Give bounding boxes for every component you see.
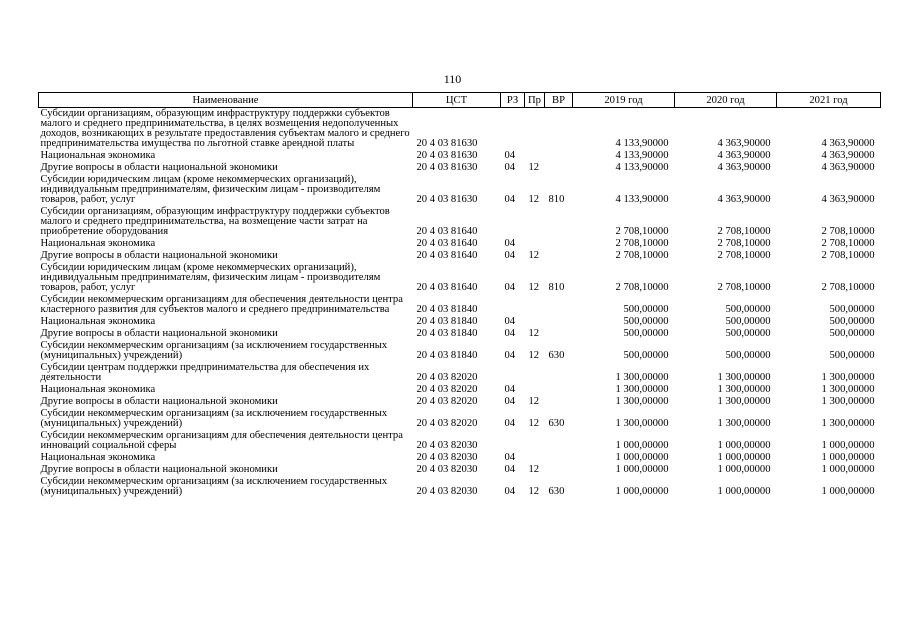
cell-vr: 630: [548, 486, 565, 497]
cell-2020: 500,00000: [725, 350, 771, 361]
cell-vr: [545, 452, 573, 464]
cell-rz: 04: [504, 194, 516, 205]
table-row: [39, 108, 881, 151]
table-row: [39, 328, 881, 340]
cell-2021: 500,00000: [829, 350, 875, 361]
table-row: [39, 340, 881, 362]
cell-2021: 4 363,90000: [821, 150, 875, 161]
table-row: [39, 362, 881, 384]
table-row: [39, 384, 881, 396]
cell-2020: 2 708,10000: [717, 250, 771, 261]
table-row: [39, 206, 881, 238]
cell-cst: 20 4 03 81640: [416, 226, 478, 237]
cell-cst: 20 4 03 81840: [416, 350, 478, 361]
table-row: [39, 408, 881, 430]
cell-cst: 20 4 03 82030: [416, 464, 478, 475]
cell-rz: [501, 206, 525, 238]
cell-name: Национальная экономика: [40, 238, 156, 249]
cell-2019: 1 300,00000: [615, 372, 669, 383]
cell-2019: 2 708,10000: [615, 238, 669, 249]
cell-cst: 20 4 03 82020: [416, 384, 478, 395]
cell-2021: 1 300,00000: [821, 396, 875, 407]
cell-name: Субсидии организациям, образующим инфраструктуру поддержки субъектов малого и среднего предпринимательства, на возмещение части затрат на приобретение оборудования: [40, 206, 390, 237]
cell-rz: 04: [504, 316, 516, 327]
table-row: [39, 294, 881, 316]
cell-vr: [545, 384, 573, 396]
cell-name: Другие вопросы в области национальной экономики: [40, 464, 278, 475]
cell-vr: 810: [548, 282, 565, 293]
cell-2021: 4 363,90000: [821, 194, 875, 205]
budget-table: [38, 92, 881, 498]
cell-2020: 500,00000: [725, 316, 771, 327]
cell-rz: 04: [504, 486, 516, 497]
cell-rz: 04: [504, 162, 516, 173]
table-row: [39, 162, 881, 174]
table-row: [39, 262, 881, 294]
cell-pr: [525, 316, 545, 328]
cell-name: Другие вопросы в области национальной экономики: [40, 162, 278, 173]
cell-2021: 1 000,00000: [821, 464, 875, 475]
table-row: [39, 452, 881, 464]
cell-name: Субсидии некоммерческим организациям (за исключением государственных (муниципальных) учреждений): [40, 340, 388, 361]
cell-2019: 2 708,10000: [615, 226, 669, 237]
cell-2020: 4 363,90000: [717, 162, 771, 173]
table-body: [39, 108, 881, 499]
cell-pr: [525, 294, 545, 316]
cell-name: Национальная экономика: [40, 150, 156, 161]
cell-vr: [545, 238, 573, 250]
cell-cst: 20 4 03 81630: [416, 162, 478, 173]
cell-vr: [545, 430, 573, 452]
cell-pr: [525, 430, 545, 452]
cell-2019: 1 000,00000: [615, 440, 669, 451]
cell-2019: 500,00000: [623, 304, 669, 315]
cell-2021: 4 363,90000: [821, 162, 875, 173]
cell-2020: 1 300,00000: [717, 396, 771, 407]
cell-2021: 2 708,10000: [821, 226, 875, 237]
table-row: [39, 174, 881, 206]
cell-2021: 1 000,00000: [821, 440, 875, 451]
cell-2020: 1 300,00000: [717, 372, 771, 383]
cell-2020: 2 708,10000: [717, 226, 771, 237]
cell-2020: 500,00000: [725, 304, 771, 315]
cell-rz: 04: [504, 464, 516, 475]
cell-rz: 04: [504, 150, 516, 161]
cell-pr: 12: [528, 162, 540, 173]
cell-vr: 810: [548, 194, 565, 205]
cell-rz: [501, 294, 525, 316]
cell-rz: 04: [504, 282, 516, 293]
cell-cst: 20 4 03 81630: [416, 138, 478, 149]
cell-vr: [545, 396, 573, 408]
cell-rz: 04: [504, 250, 516, 261]
cell-pr: [525, 362, 545, 384]
cell-name: Национальная экономика: [40, 316, 156, 327]
cell-cst: 20 4 03 81840: [416, 328, 478, 339]
cell-cst: 20 4 03 81630: [416, 150, 478, 161]
cell-pr: 12: [528, 250, 540, 261]
cell-2019: 500,00000: [623, 316, 669, 327]
cell-2019: 4 133,90000: [615, 162, 669, 173]
cell-2020: 1 000,00000: [717, 464, 771, 475]
cell-2021: 1 300,00000: [821, 384, 875, 395]
cell-2019: 1 300,00000: [615, 418, 669, 429]
cell-2021: 1 000,00000: [821, 486, 875, 497]
cell-pr: [525, 108, 545, 151]
cell-name: Субсидии некоммерческим организациям для обеспечения деятельности центра инноваций социальной сферы: [40, 430, 403, 451]
cell-2021: 1 300,00000: [821, 418, 875, 429]
cell-cst: 20 4 03 82030: [416, 452, 478, 463]
cell-vr: [545, 162, 573, 174]
table-header-row: [39, 93, 881, 108]
cell-2021: 2 708,10000: [821, 282, 875, 293]
cell-2020: 1 300,00000: [717, 418, 771, 429]
column-header-rz: РЗ: [501, 93, 525, 108]
cell-2021: 4 363,90000: [821, 138, 875, 149]
cell-vr: [545, 250, 573, 262]
cell-name: Другие вопросы в области национальной экономики: [40, 396, 278, 407]
cell-2021: 500,00000: [829, 328, 875, 339]
cell-rz: [501, 108, 525, 151]
cell-2019: 1 000,00000: [615, 464, 669, 475]
cell-2021: 2 708,10000: [821, 250, 875, 261]
cell-pr: 12: [528, 282, 540, 293]
cell-2021: 1 300,00000: [821, 372, 875, 383]
cell-2021: 500,00000: [829, 316, 875, 327]
cell-2019: 2 708,10000: [615, 282, 669, 293]
cell-rz: [501, 430, 525, 452]
column-header-cst: ЦСТ: [413, 93, 501, 108]
cell-2019: 4 133,90000: [615, 150, 669, 161]
cell-cst: 20 4 03 81640: [416, 250, 478, 261]
cell-cst: 20 4 03 82030: [416, 440, 478, 451]
column-header-vr: ВР: [545, 93, 573, 108]
cell-2020: 4 363,90000: [717, 138, 771, 149]
cell-rz: 04: [504, 396, 516, 407]
cell-vr: [545, 328, 573, 340]
cell-name: Другие вопросы в области национальной экономики: [40, 250, 278, 261]
cell-pr: 12: [528, 464, 540, 475]
column-header-2021: 2021 год: [777, 93, 881, 108]
cell-2019: 1 000,00000: [615, 486, 669, 497]
cell-2019: 500,00000: [623, 350, 669, 361]
table-row: [39, 476, 881, 498]
cell-name: Субсидии юридическим лицам (кроме некоммерческих организаций), индивидуальным предпринимателям, физическим лицам - производителям товаров, работ, услуг: [40, 174, 381, 205]
cell-2019: 1 000,00000: [615, 452, 669, 463]
cell-2019: 4 133,90000: [615, 194, 669, 205]
cell-vr: [545, 150, 573, 162]
table-row: [39, 250, 881, 262]
cell-vr: [545, 316, 573, 328]
table-row: [39, 464, 881, 476]
cell-cst: 20 4 03 82020: [416, 418, 478, 429]
cell-name: Субсидии некоммерческим организациям (за исключением государственных (муниципальных) учреждений): [40, 408, 388, 429]
cell-2019: 1 300,00000: [615, 384, 669, 395]
cell-2020: 500,00000: [725, 328, 771, 339]
cell-rz: 04: [504, 452, 516, 463]
page-number: 110: [443, 72, 462, 86]
cell-cst: 20 4 03 82030: [416, 486, 478, 497]
cell-pr: 12: [528, 396, 540, 407]
cell-vr: [545, 108, 573, 151]
cell-cst: 20 4 03 82020: [416, 372, 478, 383]
cell-pr: 12: [528, 350, 540, 361]
cell-pr: [525, 384, 545, 396]
column-header-2020: 2020 год: [675, 93, 777, 108]
cell-vr: [545, 362, 573, 384]
cell-2019: 500,00000: [623, 328, 669, 339]
cell-2019: 2 708,10000: [615, 250, 669, 261]
cell-pr: 12: [528, 486, 540, 497]
cell-pr: 12: [528, 328, 540, 339]
cell-name: Субсидии некоммерческим организациям (за исключением государственных (муниципальных) учреждений): [40, 476, 388, 497]
cell-pr: [525, 150, 545, 162]
table-row: [39, 430, 881, 452]
cell-2019: 4 133,90000: [615, 138, 669, 149]
cell-cst: 20 4 03 81840: [416, 316, 478, 327]
cell-2020: 1 000,00000: [717, 486, 771, 497]
cell-vr: 630: [548, 350, 565, 361]
cell-2021: 500,00000: [829, 304, 875, 315]
cell-pr: 12: [528, 418, 540, 429]
cell-cst: 20 4 03 81630: [416, 194, 478, 205]
cell-2020: 1 000,00000: [717, 452, 771, 463]
cell-pr: 12: [528, 194, 540, 205]
cell-rz: 04: [504, 418, 516, 429]
cell-rz: 04: [504, 328, 516, 339]
cell-2020: 4 363,90000: [717, 194, 771, 205]
cell-name: Национальная экономика: [40, 452, 156, 463]
cell-2019: 1 300,00000: [615, 396, 669, 407]
cell-name: Субсидии некоммерческим организациям для обеспечения деятельности центра кластерного развития для субъектов малого и среднего предпринимательства: [40, 294, 403, 315]
cell-vr: [545, 206, 573, 238]
cell-2020: 4 363,90000: [717, 150, 771, 161]
cell-2020: 1 300,00000: [717, 384, 771, 395]
cell-2020: 2 708,10000: [717, 282, 771, 293]
column-header-name: Наименование: [39, 93, 413, 108]
cell-rz: [501, 362, 525, 384]
cell-2020: 2 708,10000: [717, 238, 771, 249]
cell-name: Другие вопросы в области национальной экономики: [40, 328, 278, 339]
cell-name: Субсидии юридическим лицам (кроме некоммерческих организаций), индивидуальным предпринимателям, физическим лицам - производителям товаров, работ, услуг: [40, 262, 381, 293]
cell-rz: 04: [504, 350, 516, 361]
cell-pr: [525, 206, 545, 238]
column-header-pr: Пр: [525, 93, 545, 108]
cell-name: Национальная экономика: [40, 384, 156, 395]
cell-cst: 20 4 03 82020: [416, 396, 478, 407]
table-row: [39, 396, 881, 408]
cell-name: Субсидии центрам поддержки предпринимательства для обеспечения их деятельности: [40, 362, 370, 383]
cell-pr: [525, 452, 545, 464]
cell-vr: [545, 464, 573, 476]
cell-cst: 20 4 03 81840: [416, 304, 478, 315]
cell-rz: 04: [504, 238, 516, 249]
cell-pr: [525, 238, 545, 250]
column-header-2019: 2019 год: [573, 93, 675, 108]
cell-vr: [545, 294, 573, 316]
cell-name: Субсидии организациям, образующим инфраструктуру поддержки субъектов малого и среднего предпринимательства, в целях возмещения недополученных доходов, возникающих в результате предоставления субъектам малого и среднего предпринимательства имущества по льготной ставке арендной платы: [40, 108, 410, 149]
cell-2020: 1 000,00000: [717, 440, 771, 451]
cell-cst: 20 4 03 81640: [416, 282, 478, 293]
cell-vr: 630: [548, 418, 565, 429]
cell-2021: 2 708,10000: [821, 238, 875, 249]
cell-rz: 04: [504, 384, 516, 395]
table-row: [39, 316, 881, 328]
cell-cst: 20 4 03 81640: [416, 238, 478, 249]
table-row: [39, 150, 881, 162]
cell-2021: 1 000,00000: [821, 452, 875, 463]
table-row: [39, 238, 881, 250]
